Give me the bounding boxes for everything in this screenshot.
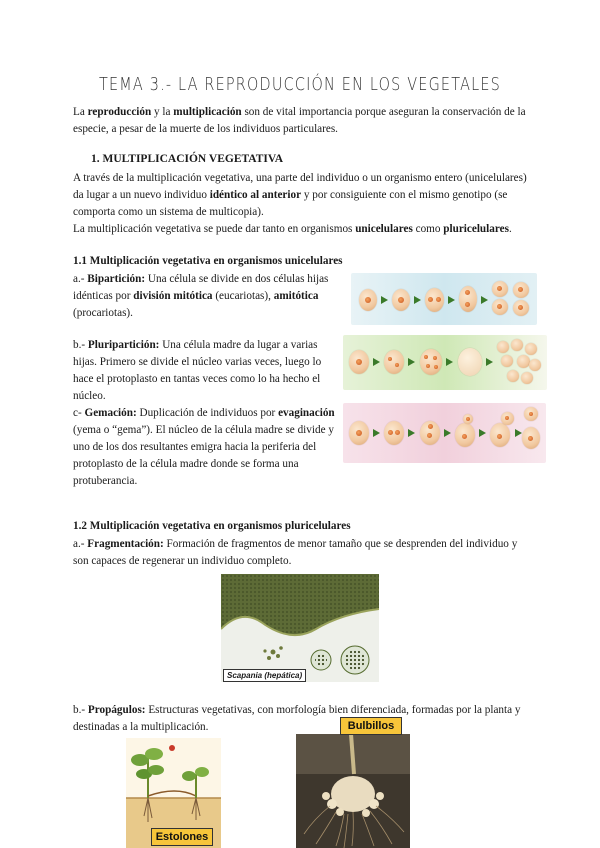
bulbils-photo [296,734,410,848]
section-1-paragraph-2 [73,221,533,238]
term-unicelulares: unicelulares [355,223,413,235]
text: . [508,223,512,235]
term-pluriparticion: Pluripartición: [87,339,160,351]
text: como [412,223,444,235]
pluriparticion-paragraph [73,337,337,405]
text: b.- [73,339,88,351]
intro-text: y la [151,106,174,118]
term-biparticion: Bipartición: [87,273,146,285]
text: Duplicación de individuos por [136,407,279,419]
propagulos-paragraph [73,702,533,736]
text: b.- [73,704,88,716]
fragmentacion-paragraph [73,536,535,570]
text: La multiplicación vegetativa se puede dar tanto en organismos [73,223,356,235]
section-1-paragraph-1 [73,170,531,221]
page-title: TEMA 3.- LA REPRODUCCIÓN EN LOS VEGETALES [98,74,502,95]
section-1-heading: 1. MULTIPLICACIÓN VEGETATIVA [91,153,284,165]
intro-text: La [73,106,88,118]
estolones-label: Estolones [151,828,213,846]
term-reproduccion: reproducción [87,106,152,118]
scapania-micrograph [221,574,379,682]
text: A través de la multiplicación vegetativa, una parte del individuo o un organismo entero (unicelulares) da lugar a un nuevo individuo [73,172,527,201]
text: c- [73,407,85,419]
intro-paragraph [73,104,529,138]
text: a.- [73,273,88,285]
pluriparticion-illustration [343,335,547,390]
text: (eucariotas), [212,290,274,302]
term-gemacion: Gemación: [84,407,137,419]
term-identico: idéntico al anterior [209,189,302,201]
term-multiplicacion: multiplicación [173,106,242,118]
text: Estructuras vegetativas, con morfología bien diferenciada, formadas por la planta y destinadas a la multiplicación. [73,704,521,733]
bulbillos-label: Bulbillos [340,717,402,735]
gemacion-illustration [343,403,546,463]
text: Una célula madre da lugar a varias hijas. Primero se divide el núcleo varias veces, luego lo hace el protoplasto en tantas veces como lo ha hecho el núcleo. [73,339,322,402]
text: (yema o “gema”). El núcleo de la célula madre se divide y uno de los dos resultantes emigra hacia la periferia del protoplasto de la célula madre donde se forma una protuberancia. [73,424,334,487]
biparticion-paragraph [73,271,335,322]
scapania-caption: Scapania (hepática) [223,669,306,682]
biparticion-illustration [351,273,537,325]
subsection-1-1-heading: 1.1 Multiplicación vegetativa en organismos unicelulares [73,255,343,267]
subsection-1-2-heading: 1.2 Multiplicación vegetativa en organismos pluricelulares [73,520,351,532]
term-division-mitotica: división mitótica [133,290,213,302]
text: Una célula se divide en dos células hijas idénticas por [73,273,329,302]
scapania-image [221,574,379,682]
bulbillos-image [296,734,410,848]
gemacion-paragraph [73,405,335,490]
term-amitotica: amitótica [273,290,319,302]
term-pluricelulares: pluricelulares [443,223,509,235]
intro-text: son de vital importancia porque aseguran la conservación de la especie, a pesar de la muerte de los individuos particulares. [73,106,526,135]
text: y por consiguiente con el mismo genotipo (se comporta como un sistema de multicopia). [73,189,508,218]
text: Formación de fragmentos de menor tamaño que se desprenden del individuo y son capaces de regenerar un individuo completo. [73,538,518,567]
term-fragmentacion: Fragmentación: [87,538,164,550]
text: a.- [73,538,88,550]
text: (procariotas). [73,307,133,319]
term-evaginacion: evaginación [278,407,335,419]
term-propagulos: Propágulos: [87,704,146,716]
